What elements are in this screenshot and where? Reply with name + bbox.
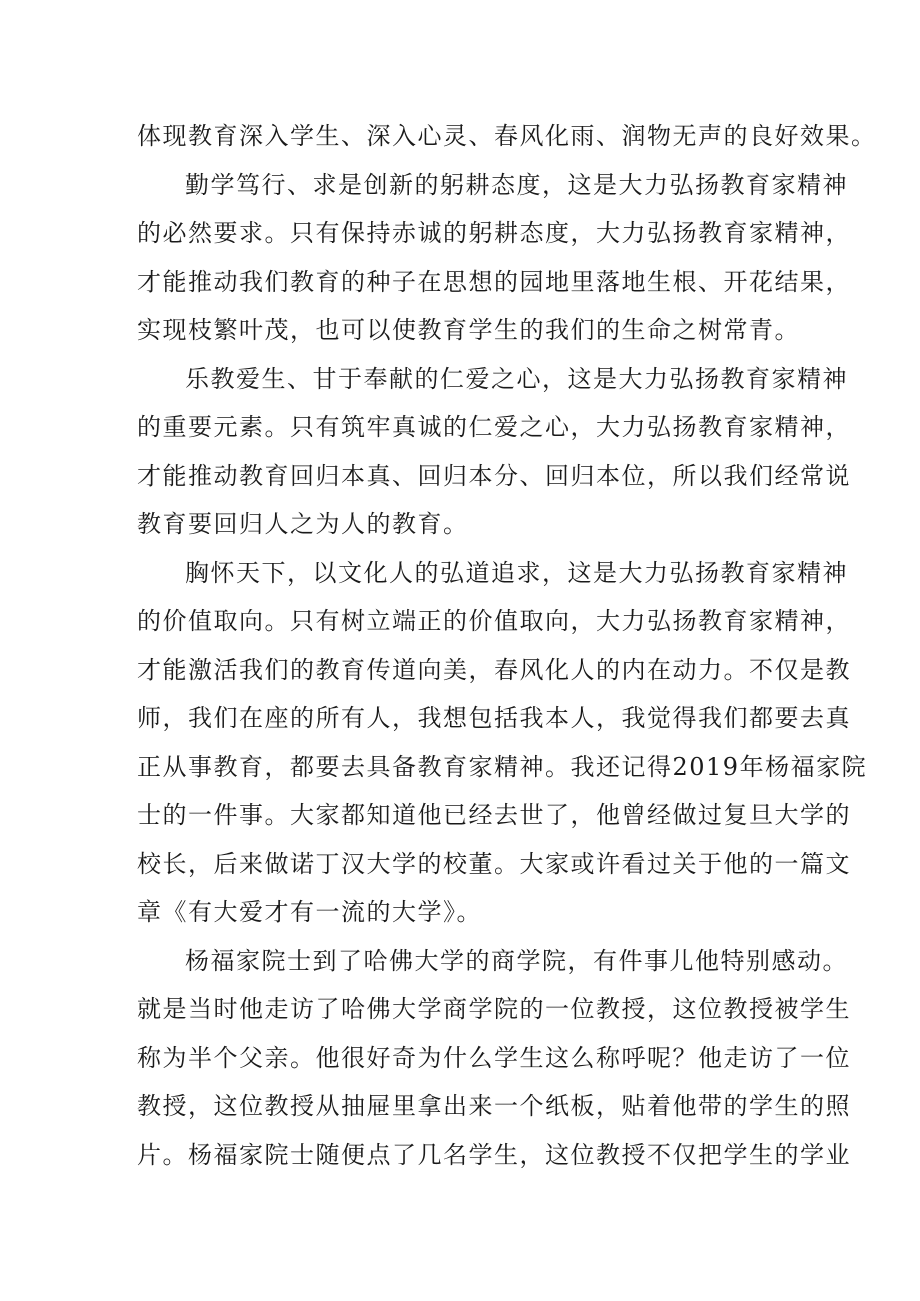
text-line: 的重要元素。只有筑牢真诚的仁爱之心，大力弘扬教育家精神， (137, 413, 851, 441)
text-line: 士的一件事。大家都知道他已经去世了，他曾经做过复旦大学的 (137, 801, 851, 829)
text-line: 教育要回归人之为人的教育。 (137, 510, 469, 538)
document-body (137, 112, 877, 1179)
text-line: 体现教育深入学生、深入心灵、春风化雨、润物无声的良好效果。 (137, 122, 877, 150)
paragraph-start-line: 胸怀天下，以文化人的弘道追求，这是大力弘扬教育家精神 (185, 558, 848, 587)
text-line: 就是当时他走访了哈佛大学商学院的一位教授，这位教授被学生 (137, 995, 851, 1023)
text-line: 师，我们在座的所有人，我想包括我本人，我觉得我们都要去真 (137, 704, 851, 732)
paragraph-start-line: 乐教爱生、甘于奉献的仁爱之心，这是大力弘扬教育家精神 (185, 364, 848, 393)
text-line: 的必然要求。只有保持赤诚的躬耕态度，大力弘扬教育家精神， (137, 219, 851, 247)
text-line: 教授，这位教授从抽屉里拿出来一个纸板，贴着他带的学生的照 (137, 1092, 851, 1120)
text-line: 才能激活我们的教育传道向美，春风化人的内在动力。不仅是教 (137, 655, 851, 684)
text-line: 称为半个父亲。他很好奇为什么学生这么称呼呢？他走访了一位 (137, 1043, 851, 1072)
text-line: 才能推动我们教育的种子在思想的园地里落地生根、开花结果， (137, 267, 851, 296)
text-line: 校长，后来做诺丁汉大学的校董。大家或许看过关于他的一篇文 (137, 849, 851, 878)
paragraph-start-line: 勤学笃行、求是创新的躬耕态度，这是大力弘扬教育家精神 (185, 170, 848, 199)
text-line: 正从事教育，都要去具备教育家精神。我还记得2019年杨福家院 (137, 752, 868, 781)
paragraph-start-line: 杨福家院士到了哈佛大学的商学院，有件事儿他特别感动。 (185, 946, 848, 975)
text-line: 实现枝繁叶茂，也可以使教育学生的我们的生命之树常青。 (137, 316, 800, 344)
text-line: 才能推动教育回归本真、回归本分、回归本位，所以我们经常说 (137, 461, 851, 490)
text-line: 的价值取向。只有树立端正的价值取向，大力弘扬教育家精神， (137, 607, 851, 635)
text-line: 片。杨福家院士随便点了几名学生，这位教授不仅把学生的学业 (137, 1140, 851, 1169)
text-line: 章《有大爱才有一流的大学》。 (137, 898, 482, 926)
